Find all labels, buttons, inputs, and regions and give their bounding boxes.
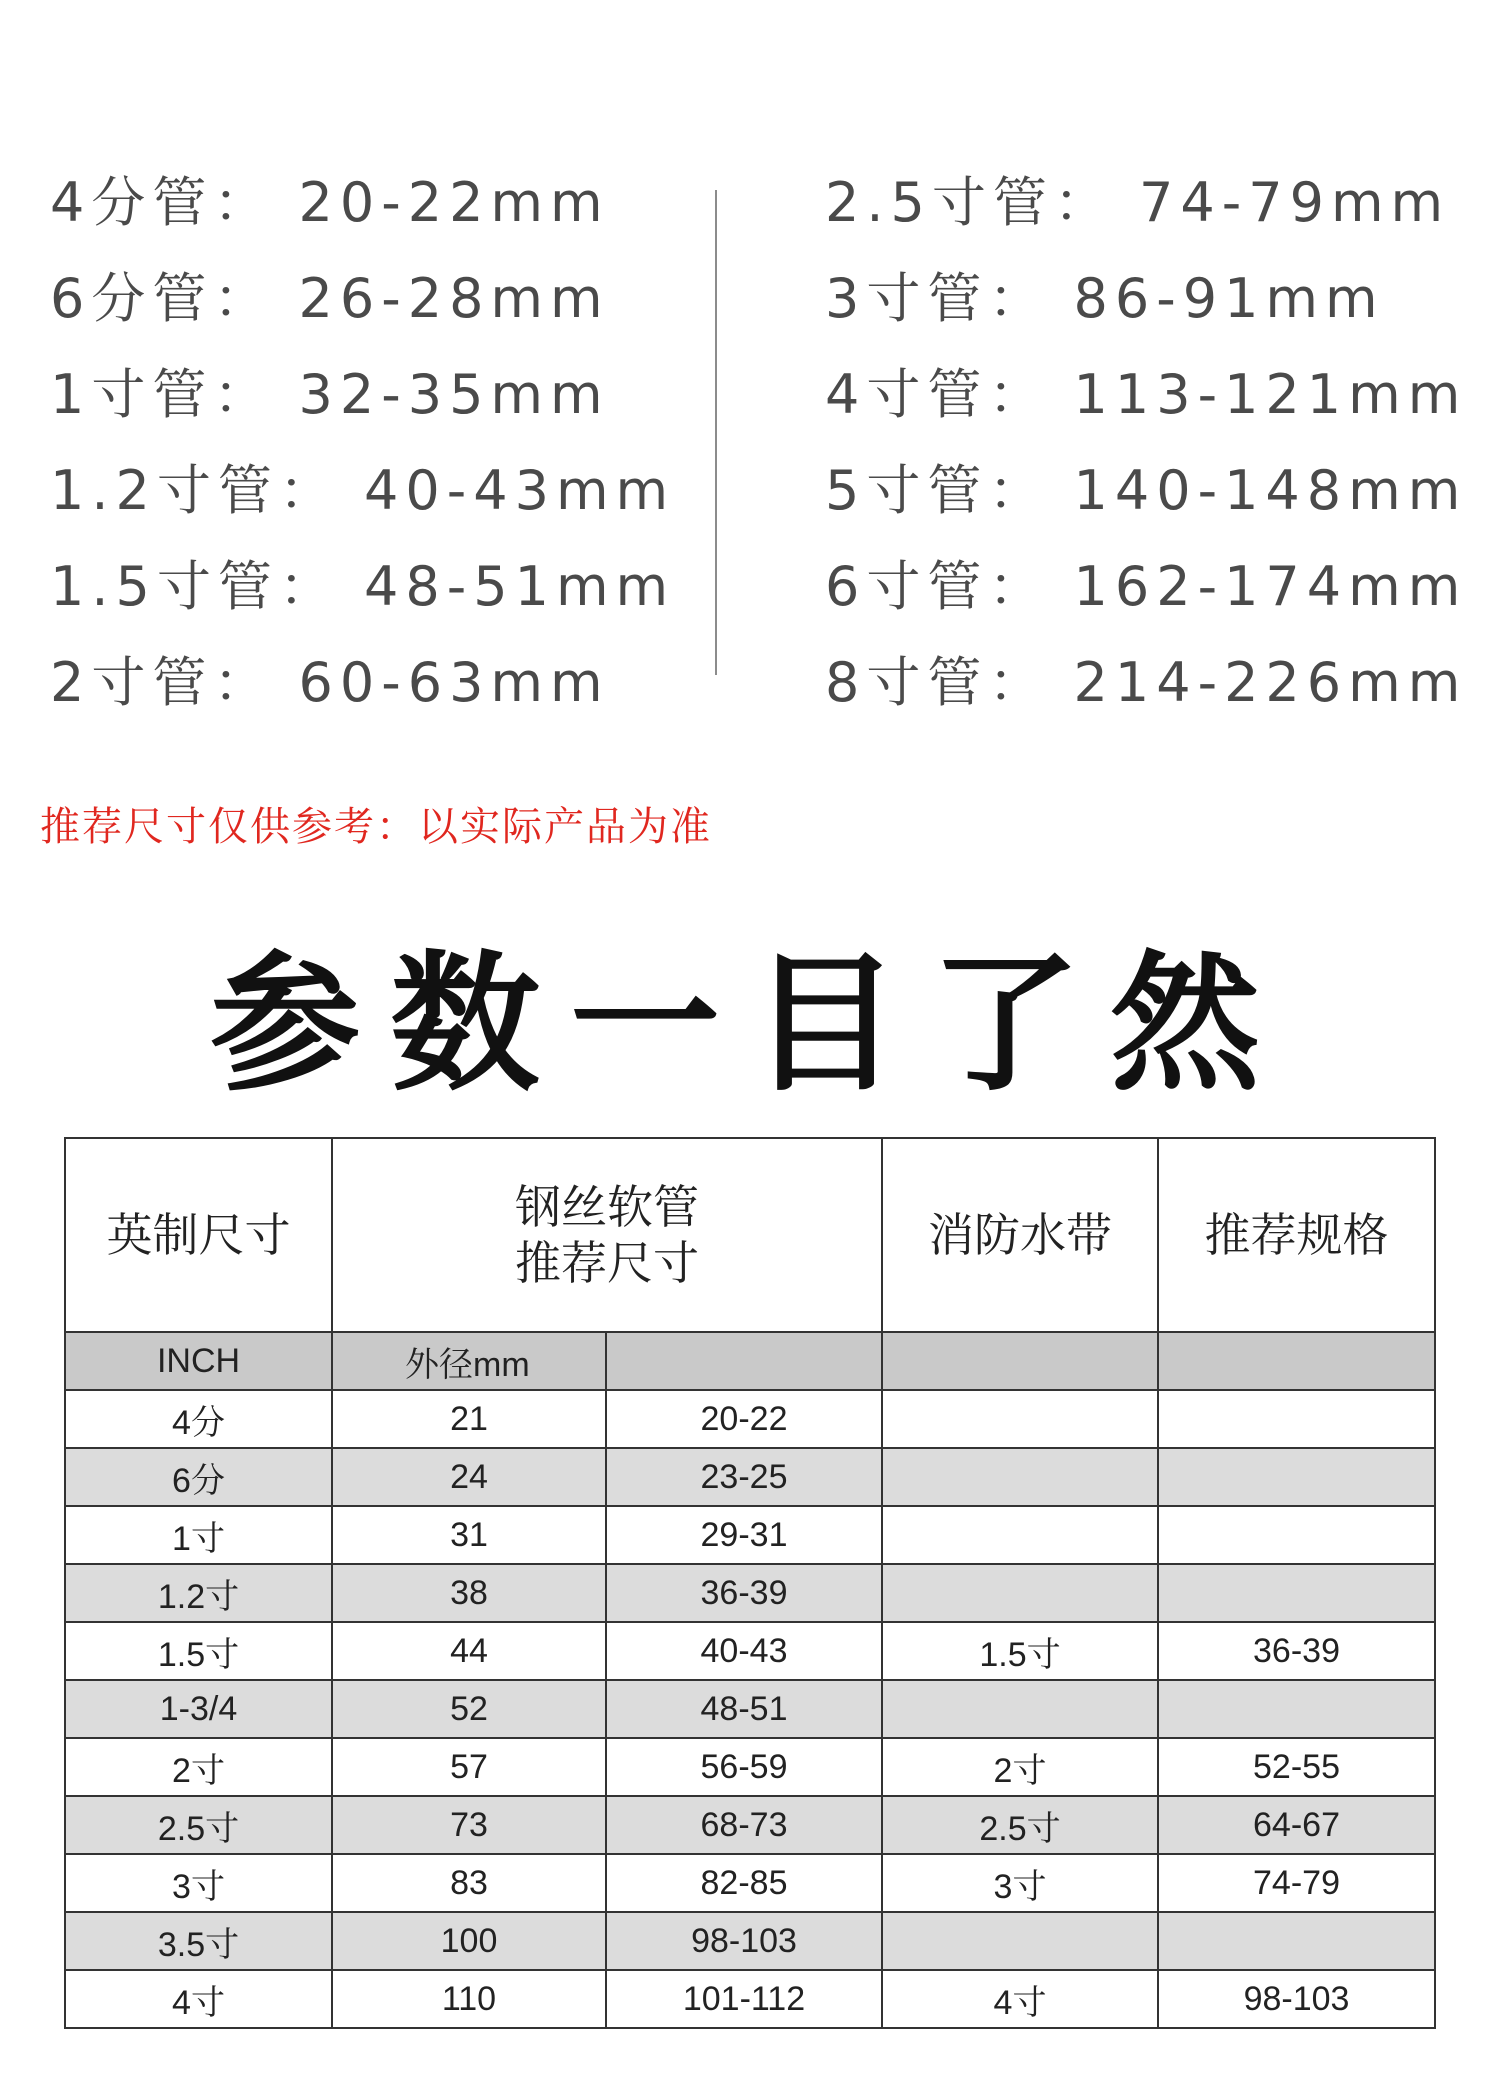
pipe-size-item: 6寸管： 162-174mm: [825, 555, 1468, 618]
cell-fire-hose-spec: [1158, 1506, 1435, 1564]
table-row: [65, 1912, 1435, 1970]
cell-fire-hose-size: [882, 1912, 1158, 1970]
header-recommended-spec: 推荐规格: [1158, 1138, 1435, 1332]
pipe-size-item: 4寸管： 113-121mm: [825, 363, 1468, 426]
cell-fire-hose-spec: 74-79: [1158, 1854, 1435, 1912]
cell-hose-range: 56-59: [606, 1738, 882, 1796]
table-row: [65, 1738, 1435, 1796]
cell-fire-hose-spec: 36-39: [1158, 1622, 1435, 1680]
cell-hose-range: 82-85: [606, 1854, 882, 1912]
cell-imperial-size: 2寸: [65, 1738, 332, 1796]
table-subheader-row: [65, 1332, 1435, 1390]
cell-hose-range: 23-25: [606, 1448, 882, 1506]
table-row: [65, 1970, 1435, 2028]
cell-fire-hose-spec: [1158, 1912, 1435, 1970]
cell-hose-range: 20-22: [606, 1390, 882, 1448]
header-hose-line1: 钢丝软管: [515, 1181, 699, 1233]
table-row: [65, 1448, 1435, 1506]
cell-fire-hose-size: 2.5寸: [882, 1796, 1158, 1854]
cell-hose-range: 36-39: [606, 1564, 882, 1622]
cell-imperial-size: 4分: [65, 1390, 332, 1448]
cell-imperial-size: 1.5寸: [65, 1622, 332, 1680]
cell-imperial-size: 6分: [65, 1448, 332, 1506]
cell-fire-hose-spec: [1158, 1564, 1435, 1622]
cell-outer-diameter: 100: [332, 1912, 606, 1970]
pipe-size-item: 5寸管： 140-148mm: [825, 459, 1468, 522]
table-row: [65, 1506, 1435, 1564]
page-headline: 参数一目了然: [209, 938, 1290, 1112]
table-row: [65, 1680, 1435, 1738]
pipe-size-item: 1寸管： 32-35mm: [50, 363, 610, 426]
table-row: [65, 1390, 1435, 1448]
cell-fire-hose-size: [882, 1390, 1158, 1448]
cell-imperial-size: 2.5寸: [65, 1796, 332, 1854]
pipe-size-item: 8寸管： 214-226mm: [825, 651, 1468, 714]
cell-outer-diameter: 24: [332, 1448, 606, 1506]
pipe-size-list-left: [50, 155, 675, 731]
table-row: [65, 1622, 1435, 1680]
header-fire-hose: 消防水带: [882, 1138, 1158, 1332]
cell-fire-hose-spec: 64-67: [1158, 1796, 1435, 1854]
column-divider: [715, 190, 717, 675]
cell-fire-hose-size: 4寸: [882, 1970, 1158, 2028]
cell-fire-hose-spec: 52-55: [1158, 1738, 1435, 1796]
reference-note: 推荐尺寸仅供参考：以实际产品为准: [40, 804, 712, 850]
subheader-empty: [882, 1332, 1158, 1390]
cell-fire-hose-size: [882, 1506, 1158, 1564]
cell-imperial-size: 1寸: [65, 1506, 332, 1564]
cell-fire-hose-size: [882, 1448, 1158, 1506]
cell-outer-diameter: 21: [332, 1390, 606, 1448]
pipe-size-item: 2寸管： 60-63mm: [50, 651, 610, 714]
cell-fire-hose-size: 3寸: [882, 1854, 1158, 1912]
cell-outer-diameter: 44: [332, 1622, 606, 1680]
cell-hose-range: 29-31: [606, 1506, 882, 1564]
pipe-size-item: 4分管： 20-22mm: [50, 171, 610, 234]
cell-fire-hose-spec: 98-103: [1158, 1970, 1435, 2028]
cell-imperial-size: 3.5寸: [65, 1912, 332, 1970]
cell-fire-hose-size: [882, 1680, 1158, 1738]
subheader-inch: INCH: [65, 1332, 332, 1390]
pipe-size-item: 2.5寸管： 74-79mm: [825, 171, 1451, 234]
cell-imperial-size: 4寸: [65, 1970, 332, 2028]
subheader-empty: [1158, 1332, 1435, 1390]
subheader-outer-diameter: 外径mm: [332, 1332, 606, 1390]
cell-imperial-size: 1.2寸: [65, 1564, 332, 1622]
cell-outer-diameter: 110: [332, 1970, 606, 2028]
cell-hose-range: 48-51: [606, 1680, 882, 1738]
cell-hose-range: 40-43: [606, 1622, 882, 1680]
pipe-size-item: 1.5寸管： 48-51mm: [50, 555, 676, 618]
pipe-size-list-right: [825, 155, 1467, 731]
cell-imperial-size: 3寸: [65, 1854, 332, 1912]
header-imperial-size: 英制尺寸: [65, 1138, 332, 1332]
pipe-size-item: 1.2寸管： 40-43mm: [50, 459, 676, 522]
cell-fire-hose-spec: [1158, 1448, 1435, 1506]
table-header-row: [65, 1138, 1435, 1332]
header-hose-line2: 推荐尺寸: [515, 1237, 699, 1289]
table-row: [65, 1796, 1435, 1854]
cell-hose-range: 101-112: [606, 1970, 882, 2028]
cell-imperial-size: 1-3/4: [65, 1680, 332, 1738]
cell-outer-diameter: 31: [332, 1506, 606, 1564]
cell-hose-range: 98-103: [606, 1912, 882, 1970]
table-body: [65, 1332, 1435, 2028]
header-hose-recommended: [332, 1138, 882, 1332]
table-row: [65, 1564, 1435, 1622]
subheader-empty: [606, 1332, 882, 1390]
cell-outer-diameter: 57: [332, 1738, 606, 1796]
cell-fire-hose-size: 1.5寸: [882, 1622, 1158, 1680]
cell-outer-diameter: 38: [332, 1564, 606, 1622]
cell-outer-diameter: 83: [332, 1854, 606, 1912]
cell-hose-range: 68-73: [606, 1796, 882, 1854]
cell-fire-hose-size: 2寸: [882, 1738, 1158, 1796]
cell-outer-diameter: 52: [332, 1680, 606, 1738]
table-row: [65, 1854, 1435, 1912]
cell-outer-diameter: 73: [332, 1796, 606, 1854]
cell-fire-hose-size: [882, 1564, 1158, 1622]
pipe-size-list: [0, 155, 1500, 715]
cell-fire-hose-spec: [1158, 1390, 1435, 1448]
pipe-size-item: 6分管： 26-28mm: [50, 267, 610, 330]
cell-fire-hose-spec: [1158, 1680, 1435, 1738]
spec-table: [64, 1137, 1436, 2029]
pipe-size-item: 3寸管： 86-91mm: [825, 267, 1385, 330]
